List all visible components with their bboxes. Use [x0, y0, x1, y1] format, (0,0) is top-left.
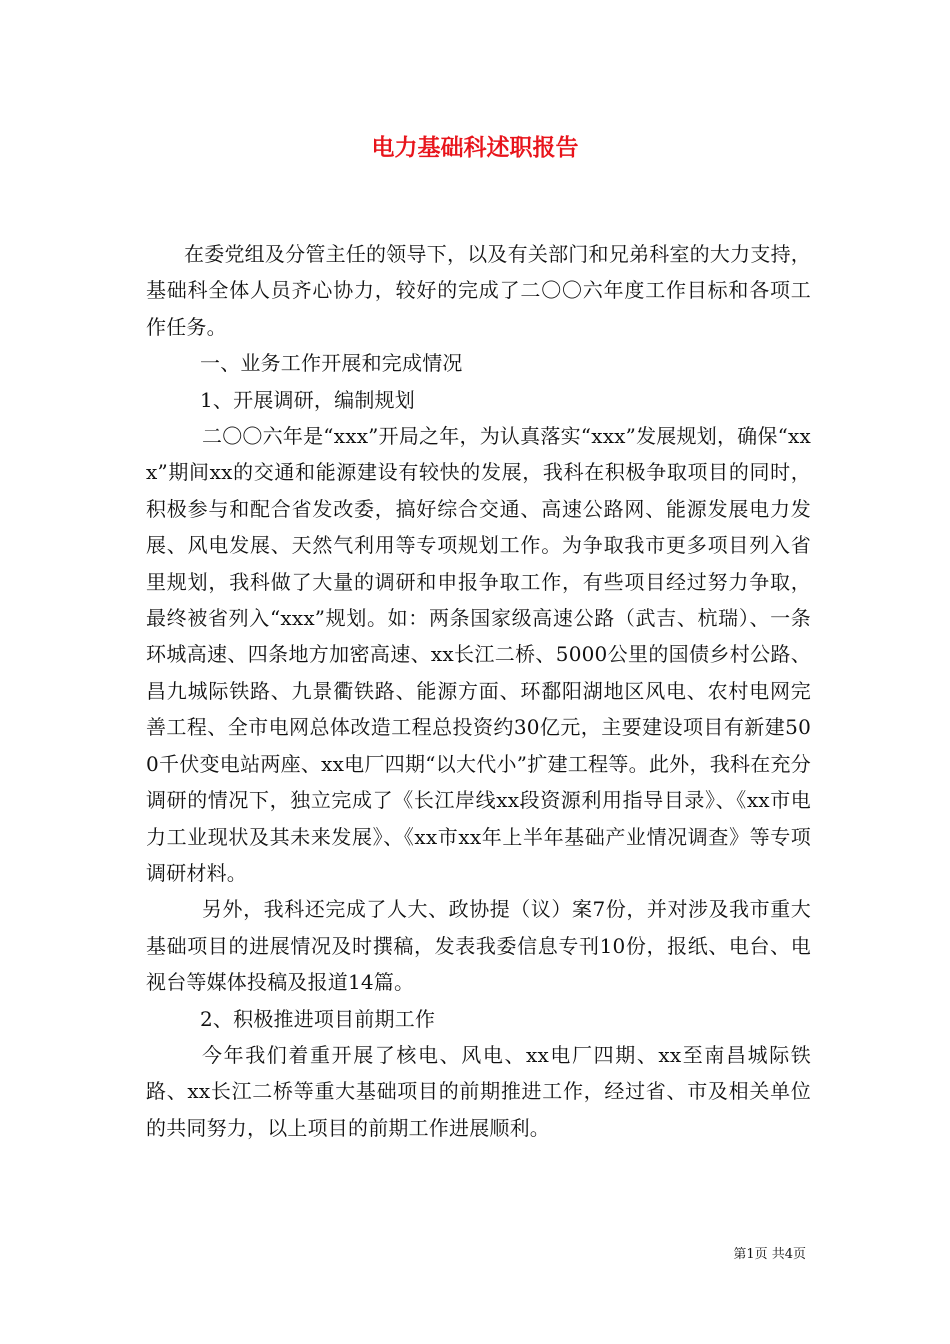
page-footer: 第1页 共4页	[733, 1247, 806, 1262]
subsection-heading: 1、开展调研，编制规划	[200, 387, 415, 412]
page-title: 电力基础科述职报告	[371, 134, 579, 161]
paragraph-planning: 二〇〇六年是“xxx”开局之年，为认真落实“xxx”发展规划，确保“xxx”期间xx的交通和能源建设有较快的发展，我科在积极争取项目的同时，积极参与和配合省发改委，搞好综合交通、高速公路网、能源发展电力发展、风电发展、天然气利用等专项规划工作。为争取我市更多项目列入省里规划，我科做了大量的调研和申报争取工作，有些项目经过努力争取，最终被省列入“xxx”规划。如：两条国家级高速公路（武吉、杭瑞）、一条环城高速、四条地方加密高速、xx长江二桥、5000公里的国债乡村公路、昌九城际铁路、九景衢铁路、能源方面、环鄱阳湖地区风电、农村电网完善工程、全市电网总体改造工程总投资约30亿元，主要建设项目有新建500千伏变电站两座、xx电厂四期“以大代小”扩建工程等。此外，我科在充分调研的情况下，独立完成了《长江岸线xx段资源利用指导目录》、《xx市电力工业现状及其未来发展》、《xx市xx年上半年基础产业情况调查》等专项调研材料。	[146, 424, 811, 885]
document-body	[146, 236, 811, 1146]
section-heading: 一、业务工作开展和完成情况	[200, 351, 463, 376]
paragraph-projects: 今年我们着重开展了核电、风电、xx电厂四期、xx至南昌城际铁路、xx长江二桥等重大基础项目的前期推进工作，经过省、市及相关单位的共同努力，以上项目的前期工作进展顺利。	[146, 1042, 811, 1140]
paragraph-intro: 在委党组及分管主任的领导下，以及有关部门和兄弟科室的大力支持，基础科全体人员齐心协力，较好的完成了二〇〇六年度工作目标和各项工作任务。	[146, 242, 811, 339]
subsection-heading: 2、积极推进项目前期工作	[200, 1006, 436, 1031]
paragraph-additional: 另外，我科还完成了人大、政协提（议）案7份，并对涉及我市重大基础项目的进展情况及时撰稿，发表我委信息专刊10份，报纸、电台、电视台等媒体投稿及报道14篇。	[146, 897, 811, 995]
